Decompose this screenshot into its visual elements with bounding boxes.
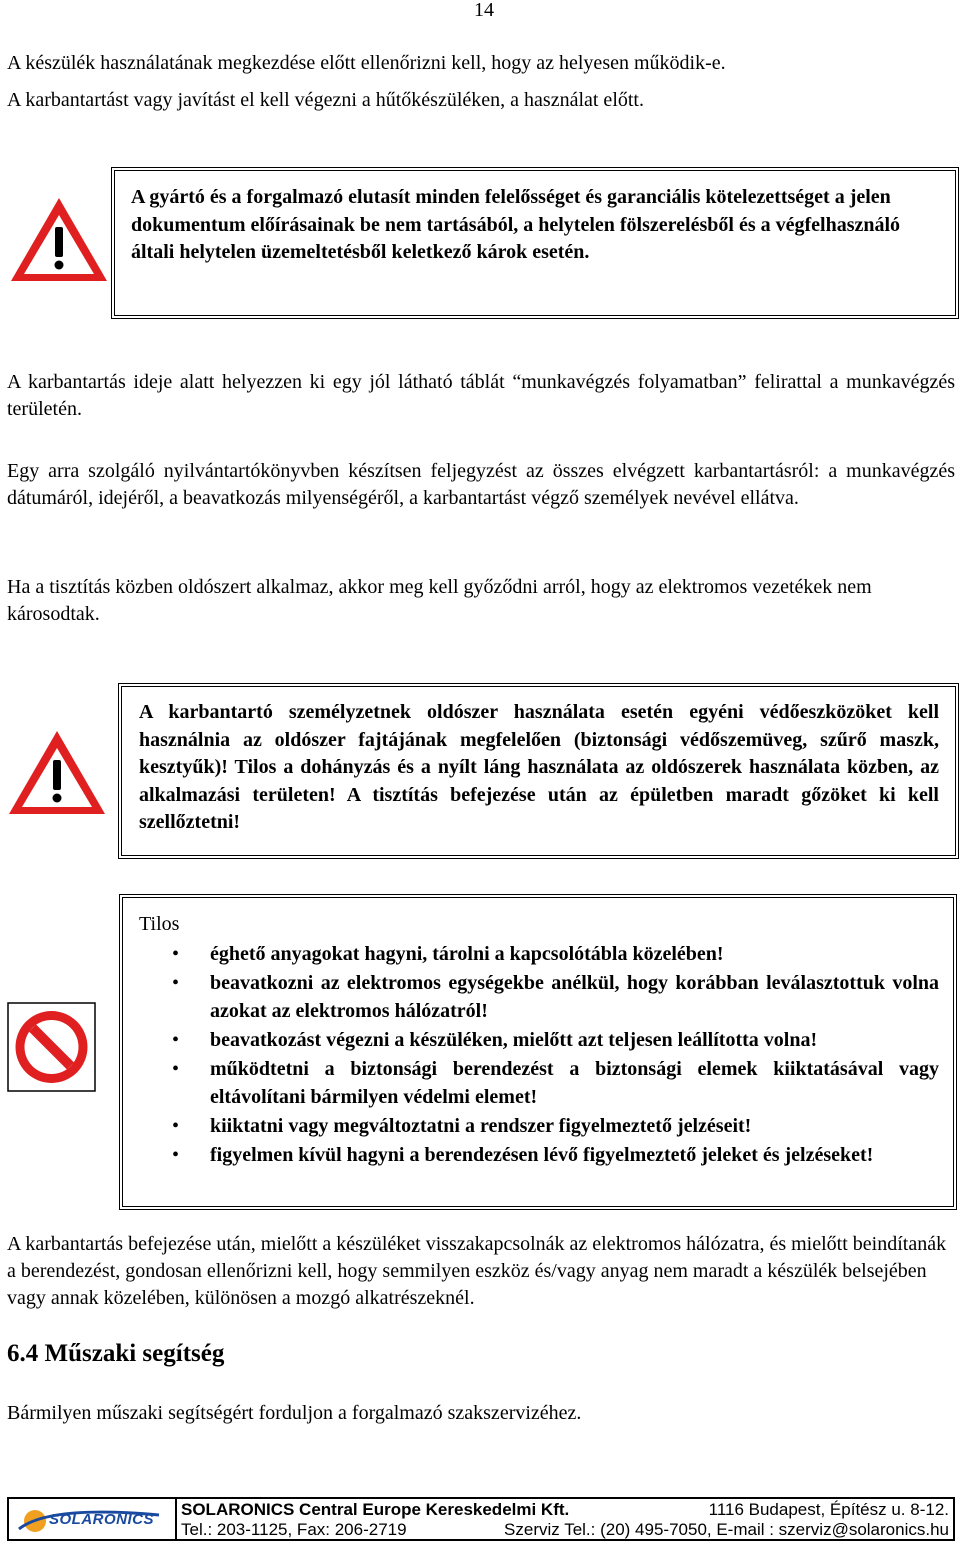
section-text: Bármilyen műszaki segítségért forduljon a forgalmazó szakszervizéhez.	[7, 1402, 582, 1424]
page-number: 14	[474, 0, 494, 21]
prohibited-item: • beavatkozást végezni a készüléken, mielőtt azt teljesen leállította volna!	[172, 1029, 818, 1051]
maintenance-sign-paragraph	[7, 369, 955, 423]
after-maintenance-paragraph	[7, 1231, 955, 1312]
prohibited-actions-box	[119, 894, 957, 1210]
solvent-paragraph	[7, 574, 887, 628]
footer-phone: Tel.: 203-1125, Fax: 206-2719	[181, 1520, 407, 1539]
solvent-warning-text: A karbantartó személyzetnek oldószer használata esetén egyéni védőeszközöket kell használnia az oldószer fajtájának megfelelően (biztonsági védőszemüveg, szűrő maszk, kesztyűk)! Tilos a dohányzás és a nyílt láng használata az oldószerek használata közben, az alkalmazási területen! A tisztítás befejezése után az épületben maradt gőzöket ki kell szellőztetni!	[139, 701, 939, 833]
intro-line-1: A készülék használatának megkezdése előtt ellenőrizni kell, hogy az helyesen működik-e.	[7, 52, 726, 74]
solaronics-logo	[9, 1499, 177, 1539]
prohibited-list	[139, 940, 939, 1169]
solvent-warning-box	[118, 683, 959, 859]
footer-address: 1116 Budapest, Építész u. 8-12.	[708, 1500, 949, 1519]
liability-warning-box	[111, 167, 959, 319]
footer-contact	[177, 1499, 953, 1539]
warning-triangle-icon	[6, 728, 108, 818]
warning-triangle-icon	[8, 195, 110, 285]
prohibited-item: • figyelmen kívül hagyni a berendezésen lévő figyelmeztető jeleket és jelzéseket!	[172, 1144, 874, 1166]
footer-company: SOLARONICS Central Europe Kereskedelmi Kft.	[181, 1500, 570, 1519]
prohibited-item: • éghető anyagokat hagyni, tárolni a kapcsolótábla közelében!	[172, 943, 724, 965]
prohibited-item: • beavatkozni az elektromos egységekbe anélkül, hogy korábban leválasztottuk volna azokat az elektromos hálózatról!	[172, 972, 939, 1022]
prohibited-item: • működtetni a biztonsági berendezést a biztonsági elemek kiiktatásával vagy eltávolítani bármilyen védelmi elemet!	[172, 1058, 939, 1108]
prohibited-actions-content	[139, 910, 939, 1170]
prohibited-title: Tilos	[139, 913, 180, 935]
section-heading: 6.4 Műszaki segítség	[7, 1340, 225, 1367]
maintenance-sign-text: A karbantartás ideje alatt helyezzen ki egy jól látható táblát “munkavégzés folyamatban” felirattal a munkavégzés területén.	[7, 371, 955, 420]
footer-service: Szerviz Tel.: (20) 495-7050, E-mail : szerviz@solaronics.hu	[504, 1520, 949, 1539]
after-maintenance-text: A karbantartás befejezése után, mielőtt a készüléket visszakapcsolnák az elektromos hálózatra, és mielőtt beindítanák a berendezést, gondosan ellenőrizni kell, hogy semmilyen eszköz és/vagy anyag nem maradt a készülék belsejében vagy annak közelében, különösen a mozgó alkatrészeknél.	[7, 1233, 947, 1309]
solvent-text: Ha a tisztítás közben oldószert alkalmaz, akkor meg kell győződni arról, hogy az elektromos vezetékek nem károsodtak.	[7, 576, 872, 625]
page-footer	[7, 1497, 955, 1541]
intro-line-2: A karbantartást vagy javítást el kell végezni a hűtőkészüléken, a használat előtt.	[7, 89, 644, 111]
maintenance-log-text: Egy arra szolgáló nyilvántartókönyvben készítsen feljegyzést az összes elvégzett karbantartásról: a munkavégzés dátumáról, idejéről, a beavatkozás milyenségéről, a karbantartást végző személyek nevével ellátva.	[7, 460, 955, 509]
logo-wordmark: SOLARONICS	[49, 1511, 155, 1528]
liability-warning-text: A gyártó és a forgalmazó elutasít minden felelősséget és garanciális kötelezettséget a jelen dokumentum előírásainak be nem tartásából, a helytelen fölszerelésből és a végfelhasználó általi helytelen üzemeltetésből keletkező károk esetén.	[131, 186, 901, 263]
intro-text	[7, 50, 955, 114]
prohibited-item: • kiiktatni vagy megváltoztatni a rendszer figyelmeztető jelzéseit!	[172, 1115, 752, 1137]
prohibition-sign-icon	[7, 1002, 96, 1092]
maintenance-log-paragraph	[7, 458, 955, 512]
